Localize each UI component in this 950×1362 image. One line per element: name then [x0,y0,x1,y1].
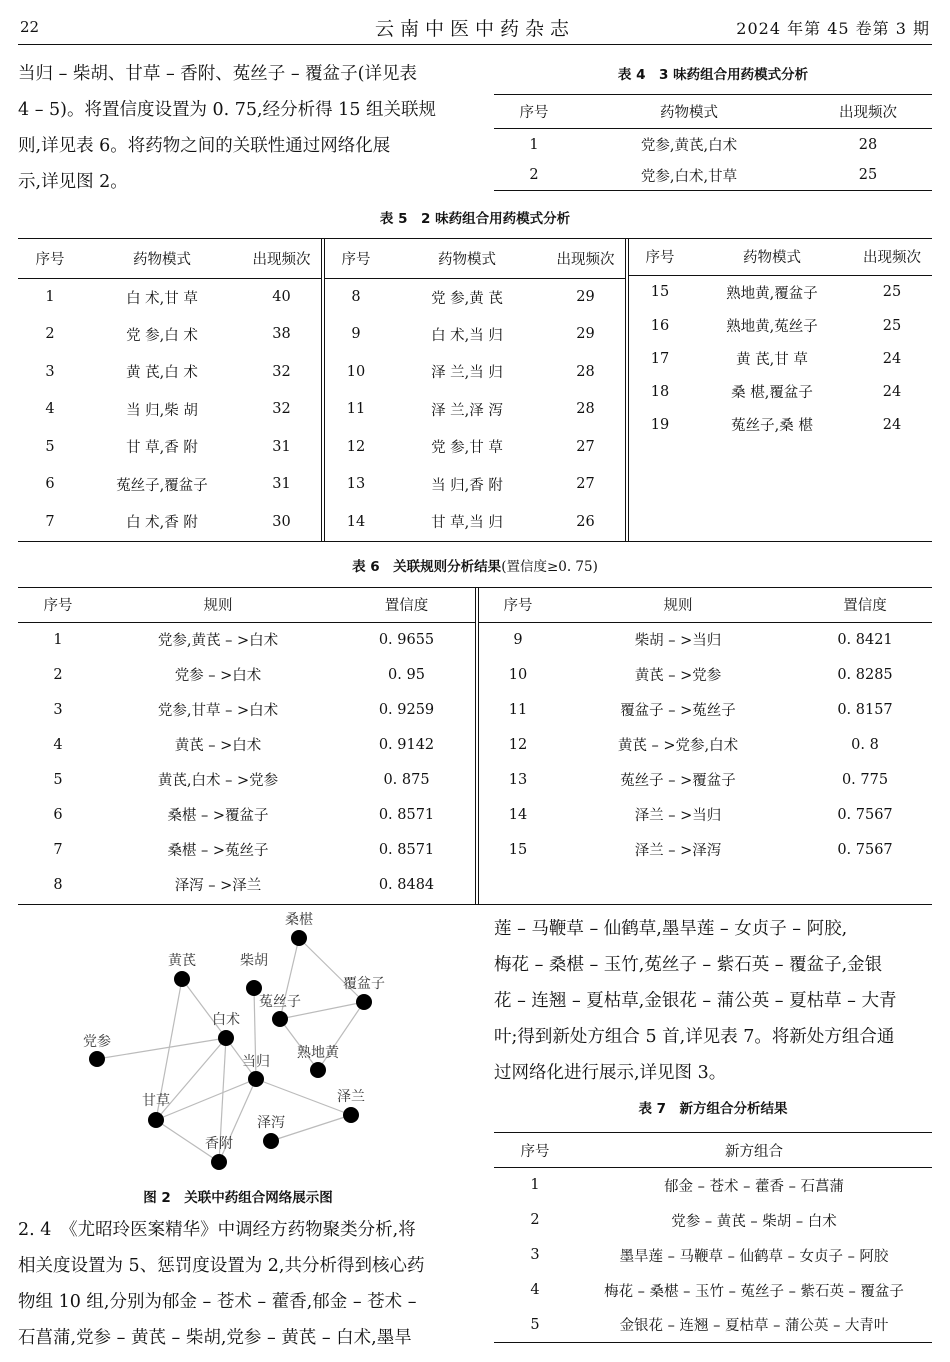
cell: 14 [346,513,366,530]
cell: 8 [351,289,361,305]
cell: 0. 8484 [378,876,435,893]
table-row [494,1308,932,1343]
cell: 38 [272,326,291,343]
column-header: 出现频次 [863,250,921,267]
cell: 31 [272,438,291,455]
cell: 28 [576,401,595,418]
cell: 28 [858,136,878,153]
cell: 10 [508,666,528,683]
table-row [324,353,625,391]
node-danggui [248,1071,264,1087]
cell: 0. 775 [841,771,889,788]
cell: 31 [272,476,291,493]
cell: 15 [650,284,670,301]
cell: 5 [45,438,55,455]
column-divider [625,239,626,541]
column-header: 药物模式 [438,251,496,268]
column-header: 药物模式 [660,105,718,121]
cell: 墨旱莲 – 马鞭草 – 仙鹤草 – 女贞子 – 阿胶 [619,1248,889,1265]
cell: 党参,黄芪 – >白术 [157,633,279,650]
cell: 1 [530,1177,540,1194]
cell: 泽泻 – >泽兰 [174,878,262,894]
cell: 11 [508,701,528,718]
cell: 27 [576,438,595,455]
cell: 党参 – 黄芪 – 柴胡 – 白术 [671,1213,837,1230]
table-row [628,375,932,408]
node-label: 党参 [83,1034,111,1050]
column-header: 序号 [43,598,73,615]
cell: 8 [53,876,63,893]
table-header-row [628,239,932,275]
node-label: 白术 [212,1012,240,1028]
paragraph-top [18,56,458,200]
node-xiangfu [211,1154,227,1170]
cell: 13 [508,771,528,788]
table-row [628,342,932,375]
cell: 白 术,当 归 [431,327,503,344]
table-header-row [18,588,475,622]
column-header: 出现频次 [252,251,311,268]
cell: 覆盆子 – >菟丝子 [620,703,736,719]
cell: 0. 875 [383,771,430,788]
cell: 3 [53,701,63,718]
edge [97,1038,226,1059]
node-label: 菟丝子 [259,994,301,1010]
cell: 黄芪 – >党参,白术 [617,738,739,754]
table-row [494,1168,932,1203]
node-label: 熟地黄 [297,1045,339,1061]
cell: 27 [576,476,595,493]
table-row [324,391,625,429]
table-row [18,867,475,902]
cell: 黄 芪,白 术 [126,365,198,382]
column-header: 序号 [35,251,65,268]
cell: 0. 9259 [378,701,435,718]
cell: 32 [272,401,291,418]
node-shudihuang [310,1062,326,1078]
table5-group-2 [324,239,625,541]
cell: 25 [882,284,902,301]
text-line: 过网络化进行展示,详见图 3。 [494,1063,727,1083]
cell: 泽兰 – >泽泻 [634,843,722,859]
table-row [478,727,932,762]
cell: 熟地黄,菟丝子 [726,319,818,335]
cell: 6 [45,476,55,493]
node-label: 覆盆子 [343,976,385,992]
paragraph-bottom-left [18,1212,458,1356]
cell: 9 [513,631,523,648]
cell: 25 [882,317,902,334]
node-label: 泽兰 [337,1089,365,1105]
node-label: 桑椹 [285,912,313,928]
node-dangshen [89,1051,105,1067]
column-header: 出现频次 [839,105,897,121]
cell: 0. 9142 [378,736,435,753]
cell: 40 [272,289,291,305]
paragraph-right [494,911,932,1091]
column-header: 出现频次 [556,251,615,268]
table-row [494,1238,932,1273]
edge [299,938,364,1002]
table-row [628,275,932,309]
table-row [478,832,932,867]
table-row [18,278,321,316]
cell: 熟地黄,覆盆子 [726,285,818,302]
issue-info: 2024 年第 45 卷第 3 期 [736,19,930,38]
cell: 15 [508,841,528,858]
table-row [324,278,625,316]
network-labels [83,911,385,1152]
cell: 党 参,白 术 [126,327,198,344]
cell: 19 [650,416,670,433]
text-line: 莲 – 马鞭草 – 仙鹤草,墨旱莲 – 女贞子 – 阿胶, [494,919,848,939]
cell: 9 [351,326,361,343]
cell: 32 [272,363,291,380]
table-row [324,428,625,466]
cell: 0. 8157 [837,701,893,718]
cell: 甘 草,当 归 [431,515,503,532]
table-row [18,428,321,466]
cell: 0. 95 [388,666,425,683]
page-number: 22 [20,18,40,36]
cell: 7 [53,841,63,858]
table-row [324,316,625,354]
cell: 0. 8285 [837,666,893,683]
column-divider [475,588,476,904]
table-row [478,622,932,657]
cell: 28 [576,363,595,380]
node-baizhu [218,1030,234,1046]
cell: 6 [53,806,63,823]
table-row [18,622,475,657]
table-row [18,316,321,354]
cell: 当 归,柴 胡 [126,402,198,419]
cell: 16 [650,317,670,334]
table7-caption: 表 7 新方组合分析结果 [638,1101,788,1117]
node-huangqi [174,971,190,987]
cell: 30 [272,513,291,530]
table6-caption [18,555,932,575]
cell: 党参,白术,甘草 [640,168,738,185]
cell: 郁金 – 苍术 – 藿香 – 石菖蒲 [664,1178,844,1195]
text-line: 石菖蒲,党参 – 黄芪 – 柴胡,党参 – 黄芪 – 白术,墨旱 [18,1328,412,1348]
table-header-row [494,1133,932,1168]
cell: 2 [530,1212,540,1228]
cell: 桑椹 – >覆盆子 [167,808,269,824]
cell: 黄 芪,甘 草 [736,352,808,368]
column-header: 序号 [503,598,533,615]
cell: 党参,甘草 – >白术 [157,703,279,719]
cell: 桑椹 – >菟丝子 [167,843,269,859]
cell: 18 [650,383,670,400]
table-row [18,832,475,867]
node-tusizi [272,1011,288,1027]
column-header: 药物模式 [743,250,801,267]
cell: 5 [530,1316,540,1333]
cell: 4 [53,736,63,753]
table-header-row [494,95,932,129]
cell: 2 [529,167,539,184]
cell: 3 [530,1247,540,1263]
cell: 党参 – >白术 [174,668,262,684]
table-header-row [324,239,625,278]
table6-group-2 [478,588,932,867]
table-row [324,503,625,541]
column-header: 药物模式 [133,251,191,268]
cell: 3 [45,363,55,380]
cell: 菟丝子 – >覆盆子 [620,773,736,789]
table-row [494,1273,932,1308]
cell: 7 [45,513,55,530]
text-line: 花 – 连翘 – 夏枯草,金银花 – 蒲公英 – 夏枯草 – 大青 [494,991,897,1011]
column-header: 序号 [520,1143,550,1160]
cell: 桑 椹,覆盆子 [731,385,813,401]
table-header-row [18,239,321,278]
table-row [494,129,932,161]
cell: 0. 8571 [378,806,435,823]
table7 [494,1132,932,1343]
cell: 17 [650,350,670,367]
node-label: 黄芪 [168,953,196,969]
table5-caption: 表 5 2 味药组合用药模式分析 [379,211,571,227]
node-label: 泽泻 [257,1115,285,1131]
cell: 13 [346,476,366,493]
cell: 10 [346,363,366,380]
cell: 柴胡 – >当归 [634,633,722,650]
cell: 0. 8 [851,736,879,753]
table-row [18,391,321,429]
table6-group-1 [18,588,475,902]
cell: 12 [508,736,528,753]
cell: 1 [45,289,55,305]
cell: 菟丝子,桑 椹 [731,418,813,434]
table4-caption: 表 4 3 味药组合用药模式分析 [617,67,809,83]
table6-caption-note: (置信度≥0. 75) [501,559,598,575]
table-row [478,657,932,692]
text-line: 4 – 5)。将置信度设置为 0. 75,经分析得 15 组关联规 [18,100,437,120]
cell: 24 [882,350,902,367]
table6-caption-title: 表 6 关联规则分析结果 [352,559,502,575]
cell: 5 [53,771,63,788]
table-row [18,727,475,762]
node-zexie [263,1133,279,1149]
table-row [18,762,475,797]
edge [182,979,226,1038]
table-header-row [478,588,932,622]
cell: 4 [530,1282,540,1298]
text-line: 示,详见图 2。 [18,172,128,192]
cell: 金银花 – 连翘 – 夏枯草 – 蒲公英 – 大青叶 [619,1318,889,1335]
cell: 泽 兰,当 归 [431,365,503,382]
figure2-caption: 图 2 关联中药组合网络展示图 [143,1190,333,1206]
journal-title: 云南中医中药杂志 [374,18,575,40]
table-row [18,797,475,832]
table-row [18,466,321,504]
table5-group-1 [18,239,321,541]
cell: 黄芪,白术 – >党参 [157,773,279,789]
cell: 29 [576,326,595,343]
cell: 4 [45,401,55,418]
cell: 白 术,香 附 [126,515,198,532]
text-line: 梅花 – 桑椹 – 玉竹,菟丝子 – 紫石英 – 覆盆子,金银 [494,955,883,975]
cell: 26 [576,513,595,530]
cell: 泽兰 – >当归 [634,808,722,824]
node-gancao [148,1112,164,1128]
column-divider [321,239,322,541]
cell: 11 [346,401,366,418]
text-line: 相关度设置为 5、惩罚度设置为 2,共分析得到核心药 [18,1256,425,1276]
node-fupenzi [356,994,372,1010]
cell: 甘 草,香 附 [126,440,198,457]
figure2-network [60,908,400,1178]
node-zelan [343,1107,359,1123]
text-line: 物组 10 组,分别为郁金 – 苍术 – 藿香,郁金 – 苍术 – [18,1292,417,1312]
cell: 0. 8571 [378,841,435,858]
text-line: 当归 – 柴胡、甘草 – 香附、菟丝子 – 覆盆子(详见表 [18,64,417,84]
table-row [18,353,321,391]
table-row [494,161,932,191]
cell: 党 参,甘 草 [431,440,503,457]
text-line: 2. 4 《尤昭玲医案精华》中调经方药物聚类分析,将 [18,1220,416,1240]
table-row [18,657,475,692]
cell: 2 [45,326,55,343]
cell: 14 [508,806,528,823]
cell: 当 归,香 附 [431,477,503,494]
table-row [494,1203,932,1238]
cell: 12 [346,438,366,455]
cell: 梅花 – 桑椹 – 玉竹 – 菟丝子 – 紫石英 – 覆盆子 [604,1283,904,1300]
text-line: 叶;得到新处方组合 5 首,详见表 7。将新处方组合通 [494,1027,895,1047]
cell: 29 [576,289,595,305]
column-header: 序号 [519,105,549,121]
table-row [478,692,932,727]
cell: 2 [53,666,63,683]
column-header: 规则 [203,598,233,615]
cell: 泽 兰,泽 泻 [431,402,503,419]
cell: 菟丝子,覆盆子 [116,477,208,494]
node-label: 柴胡 [240,953,268,969]
node-sangshen [291,930,307,946]
table-row [478,762,932,797]
table-row [18,503,321,541]
cell: 黄芪 – >党参 [634,668,722,684]
table-row [324,466,625,504]
table-row [628,309,932,342]
node-label: 甘草 [142,1093,170,1109]
cell: 党 参,黄 芪 [431,290,503,307]
table6 [18,587,932,905]
header-rule [18,44,932,45]
column-header: 规则 [663,598,693,615]
table-row [628,408,932,441]
cell: 0. 7567 [837,841,893,858]
cell: 24 [882,383,902,400]
column-header: 置信度 [843,598,887,615]
cell: 0. 9655 [378,631,435,648]
cell: 24 [882,416,902,433]
cell: 25 [858,167,878,184]
cell: 黄芪 – >白术 [174,738,262,754]
column-header: 新方组合 [725,1143,783,1160]
table-row [478,797,932,832]
cell: 党参,黄芪,白术 [640,138,738,155]
table5-group-3 [628,239,932,441]
table5 [18,238,932,542]
column-header: 序号 [645,250,675,267]
node-label: 当归 [242,1054,270,1070]
column-header: 序号 [341,251,371,268]
cell: 0. 8421 [837,631,893,648]
node-label: 香附 [205,1136,233,1152]
cell: 0. 7567 [837,806,893,823]
cell: 白 术,甘 草 [126,290,198,307]
text-line: 则,详见表 6。将药物之间的关联性通过网络化展 [18,136,391,156]
cell: 1 [53,631,63,648]
cell: 1 [529,136,539,153]
column-header: 置信度 [384,598,429,615]
table4 [494,94,932,191]
table-row [18,692,475,727]
